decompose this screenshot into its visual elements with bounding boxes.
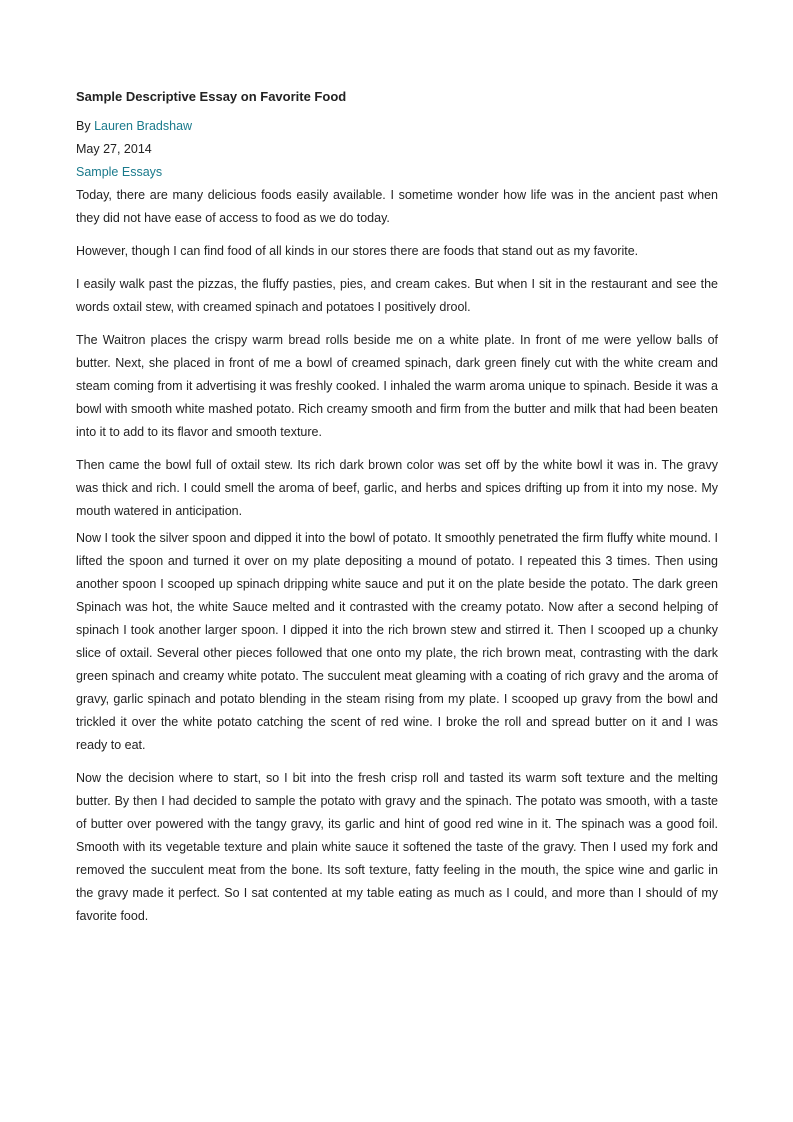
byline (76, 115, 718, 138)
category-line (76, 161, 718, 184)
essay-page (76, 88, 718, 938)
publish-date: May 27, 2014 (76, 142, 152, 156)
paragraph-7: Now the decision where to start, so I bit into the fresh crisp roll and tasted its warm soft texture and the melting butter. By then I had decided to sample the potato with gravy and the spinach. The potato was smooth, with a taste of butter over powered with the tangy gravy, its garlic and hint of good red wine in it. The spinach was a good foil. Smooth with its vegetable texture and plain white sauce it softened the taste of the gravy. Then I used my fork and removed the succulent meat from the bone. Its soft texture, fatty feeling in the mouth, the spice wine and garlic in the gravy made it perfect. So I sat contented at my table eating as much as I could, and more than I should of my favorite food. (76, 771, 718, 923)
by-label: By (76, 119, 91, 133)
page-title: Sample Descriptive Essay on Favorite Food (76, 89, 347, 104)
author-link[interactable]: Lauren Bradshaw (94, 119, 193, 133)
paragraph-4: The Waitron places the crispy warm bread rolls beside me on a white plate. In front of me were yellow balls of butter. Next, she placed in front of me a bowl of creamed spinach, dark green finely cut with the white cream and steam coming from it advertising it was freshly cooked. I inhaled the warm aroma unique to spinach. Beside it was a bowl with smooth white mashed potato. Rich creamy smooth and firm from the butter and milk that had been beaten into it to add to its flavor and smooth texture. (76, 333, 718, 439)
paragraph-1: Today, there are many delicious foods easily available. I sometime wonder how life was in the ancient past when they did not have ease of access to food as we do today. (76, 188, 718, 225)
category-link[interactable]: Sample Essays (76, 165, 163, 179)
paragraph-5: Then came the bowl full of oxtail stew. Its rich dark brown color was set off by the white bowl it was in. The gravy was thick and rich. I could smell the aroma of beef, garlic, and herbs and spices drifting up from it into my nose. My mouth watered in anticipation. (76, 458, 718, 518)
paragraph-2: However, though I can find food of all kinds in our stores there are foods that stand out as my favorite. (76, 244, 639, 258)
paragraph-6: Now I took the silver spoon and dipped it into the bowl of potato. It smoothly penetrated the firm fluffy white mound. I lifted the spoon and turned it over on my plate depositing a mound of potato. I repeated this 3 times. Then using another spoon I scooped up spinach dripping white sauce and put it on the plate beside the potato. The dark green Spinach was hot, the white Sauce melted and it contrasted with the creamy potato. Now after a second helping of spinach I took another larger spoon. I dipped it into the rich brown stew and stirred it. Then I scooped up a chunky slice of oxtail. Several other pieces followed that one onto my plate, the rich brown meat, contrasting with the dark green spinach and creamy white potato. The succulent meat gleaming with a coating of rich gravy and the aroma of gravy, garlic spinach and potato blending in the steam rising from my plate. I scooped up gravy from the bowl and trickled it over the white potato catching the scent of red wine. I broke the roll and spread butter on it and I was ready to eat. (76, 531, 718, 752)
paragraph-3: I easily walk past the pizzas, the fluffy pasties, pies, and cream cakes. But when I sit in the restaurant and see the words oxtail stew, with creamed spinach and potatoes I positively drool. (76, 277, 718, 314)
